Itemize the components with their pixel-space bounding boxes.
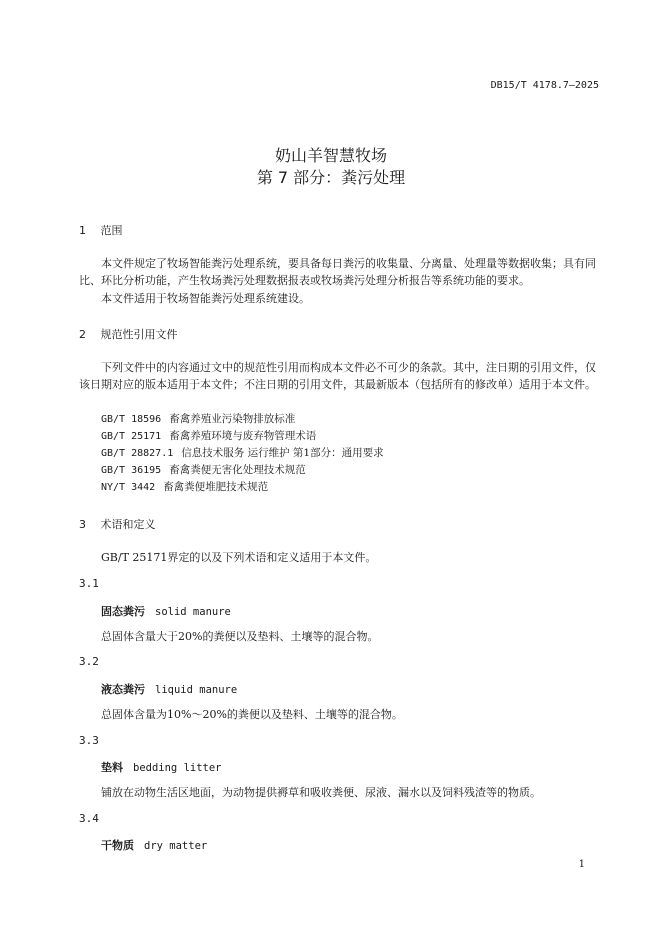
section-number: 1 xyxy=(79,224,86,237)
reference-item xyxy=(101,428,316,443)
standard-code: DB15/T 4178.7—2025 xyxy=(490,80,599,91)
document-title: 奶山羊智慧牧场 xyxy=(274,146,387,165)
clause-number: 3.2 xyxy=(79,655,99,668)
term-definition: 总固体含量大于20%的粪便以及垫料、土壤等的混合物。 xyxy=(101,630,379,643)
reference-code: GB/T 28827.1 xyxy=(101,448,174,459)
term-english: liquid manure xyxy=(155,684,238,696)
term-definition: 总固体含量为10%～20%的粪便以及垫料、土壤等的混合物。 xyxy=(101,708,403,721)
reference-item xyxy=(101,462,306,477)
reference-title: 畜禽粪便无害化处理技术规范 xyxy=(169,464,306,476)
document-subtitle: 第 7 部分：粪污处理 xyxy=(256,168,406,187)
term-chinese: 液态粪污 xyxy=(101,683,145,696)
section-number: 3 xyxy=(79,518,86,531)
section-title: 范围 xyxy=(100,224,123,237)
terms-intro: GB/T 25171界定的以及下列术语和定义适用于本文件。 xyxy=(101,551,377,564)
term-english: solid manure xyxy=(155,606,231,618)
reference-title: 畜禽养殖环境与废弃物管理术语 xyxy=(169,430,317,442)
term-entry xyxy=(101,681,237,697)
reference-code: NY/T 3442 xyxy=(101,482,156,493)
term-english: bedding litter xyxy=(133,762,222,774)
term-chinese: 固态粪污 xyxy=(101,605,145,618)
page-number: 1 xyxy=(578,859,585,870)
reference-title: 畜禽粪便堆肥技术规范 xyxy=(163,481,269,493)
reference-code: GB/T 18596 xyxy=(101,414,162,425)
clause-number: 3.3 xyxy=(79,734,99,747)
term-entry xyxy=(101,759,222,775)
reference-title: 信息技术服务 运行维护 第1部分：通用要求 xyxy=(181,447,384,459)
reference-item xyxy=(101,445,384,460)
section-title: 规范性引用文件 xyxy=(100,328,178,341)
scope-paragraph: 本文件规定了牧场智能粪污处理系统，要具备每日粪污的收集量、分离量、处理量等数据收集；具有同比、环比分析功能，产生牧场粪污处理数据报表或牧场粪污处理分析报告等系统功能的要求。 xyxy=(79,257,596,287)
term-chinese: 干物质 xyxy=(101,839,134,852)
scope-applicability: 本文件适用于牧场智能粪污处理系统建设。 xyxy=(101,292,310,305)
reference-code: GB/T 25171 xyxy=(101,431,162,442)
term-entry xyxy=(101,837,207,853)
reference-title: 畜禽养殖业污染物排放标准 xyxy=(169,413,296,425)
clause-number: 3.4 xyxy=(79,812,99,825)
term-entry xyxy=(101,603,231,619)
section-heading-terms xyxy=(79,516,156,532)
clause-number: 3.1 xyxy=(79,577,99,590)
term-english: dry matter xyxy=(144,840,208,852)
section-number: 2 xyxy=(79,328,86,341)
reference-item xyxy=(101,411,295,426)
term-definition: 铺放在动物生活区地面，为动物提供褥草和吸收粪便、尿液、漏水以及饲料残渣等的物质。 xyxy=(101,786,541,799)
section-heading-scope xyxy=(79,222,123,238)
normative-intro: 下列文件中的内容通过文中的规范性引用而构成本文件必不可少的条款。其中，注日期的引用文件，仅该日期对应的版本适用于本文件；不注日期的引用文件，其最新版本（包括所有的修改单）适用于本文件。 xyxy=(79,361,596,391)
section-title: 术语和定义 xyxy=(100,518,156,531)
reference-item xyxy=(101,479,268,494)
reference-code: GB/T 36195 xyxy=(101,465,162,476)
term-chinese: 垫料 xyxy=(101,761,123,774)
section-heading-normative-references xyxy=(79,326,178,342)
